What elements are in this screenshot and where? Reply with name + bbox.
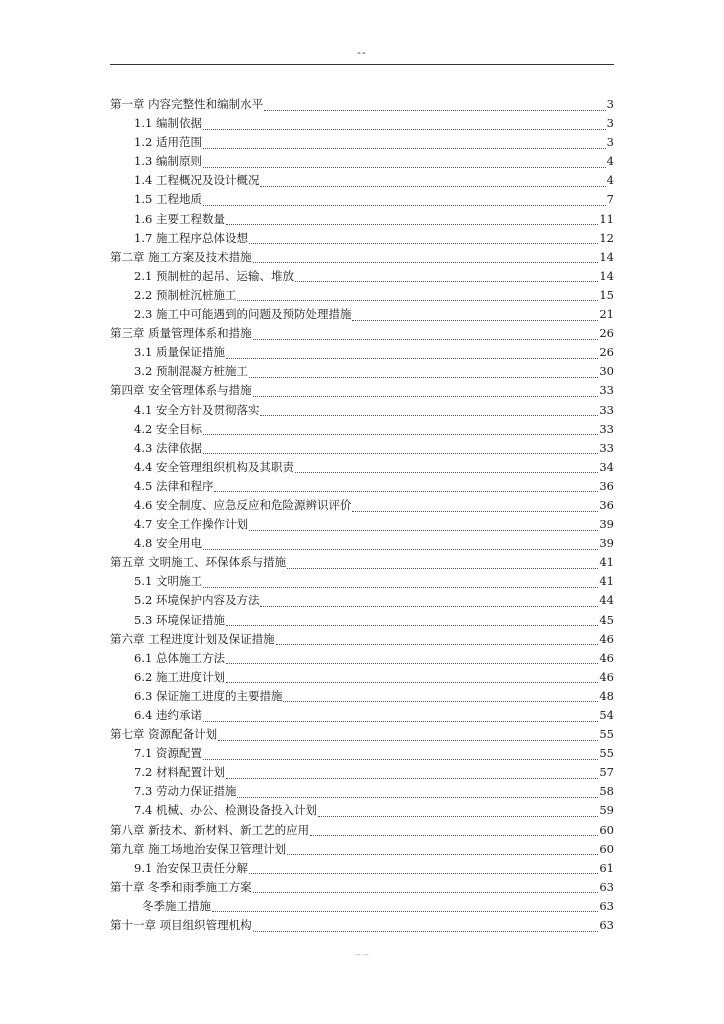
toc-entry-page: 46 bbox=[599, 669, 614, 684]
toc-dot-leader bbox=[214, 490, 598, 492]
toc-section-entry[interactable] bbox=[110, 152, 614, 171]
toc-dot-leader bbox=[352, 510, 598, 512]
toc-dot-leader bbox=[203, 128, 606, 130]
toc-entry-page: 41 bbox=[599, 574, 614, 589]
toc-dot-leader bbox=[253, 261, 599, 263]
toc-dot-leader bbox=[287, 567, 598, 569]
toc-dot-leader bbox=[295, 471, 598, 473]
toc-dot-leader bbox=[226, 624, 598, 626]
toc-entry-title: 5.3 环境保证措施 bbox=[134, 612, 225, 627]
toc-dot-leader bbox=[249, 376, 598, 378]
toc-dot-leader bbox=[203, 147, 606, 149]
toc-entry-title: 1.5 工程地质 bbox=[134, 192, 202, 207]
toc-entry-page: 26 bbox=[599, 345, 614, 360]
toc-dot-leader bbox=[203, 204, 606, 206]
toc-entry-page: 48 bbox=[599, 688, 614, 703]
toc-entry-title: 2.2 预制桩沉桩施工 bbox=[134, 287, 237, 302]
toc-section-entry[interactable] bbox=[110, 591, 614, 610]
toc-entry-title: 4.2 安全目标 bbox=[134, 421, 202, 436]
toc-entry-title: 4.8 安全用电 bbox=[134, 536, 202, 551]
toc-dot-leader bbox=[249, 242, 598, 244]
toc-entry-page: 33 bbox=[599, 440, 614, 455]
toc-dot-leader bbox=[295, 280, 598, 282]
toc-section-entry[interactable] bbox=[110, 286, 614, 305]
toc-section-entry[interactable] bbox=[110, 744, 614, 763]
toc-entry-title: 6.2 施工进度计划 bbox=[134, 669, 225, 684]
toc-section-entry[interactable] bbox=[110, 859, 614, 878]
toc-entry-title: 第五章 文明施工、环保体系与措施 bbox=[110, 555, 287, 570]
toc-entry-title: 第六章 工程进度计划及保证措施 bbox=[110, 631, 275, 646]
toc-section-entry[interactable] bbox=[110, 305, 614, 324]
toc-chapter-entry[interactable] bbox=[110, 821, 614, 840]
toc-entry-page: 60 bbox=[599, 822, 614, 837]
toc-entry-title: 6.3 保证施工进度的主要措施 bbox=[134, 688, 283, 703]
toc-entry-page: 58 bbox=[599, 784, 614, 799]
toc-entry-page: 46 bbox=[599, 631, 614, 646]
toc-dot-leader bbox=[264, 109, 606, 111]
toc-section-entry[interactable] bbox=[110, 210, 614, 229]
toc-entry-title: 4.4 安全管理组织机构及其职责 bbox=[134, 459, 294, 474]
toc-section-entry[interactable] bbox=[110, 706, 614, 725]
toc-entry-page: 63 bbox=[599, 918, 614, 933]
toc-dot-leader bbox=[253, 930, 599, 932]
toc-entry-title: 第十一章 项目组织管理机构 bbox=[110, 918, 252, 933]
toc-entry-title: 1.6 主要工程数量 bbox=[134, 211, 225, 226]
toc-entry-page: 33 bbox=[599, 383, 614, 398]
toc-section-entry[interactable] bbox=[110, 534, 614, 553]
toc-dot-leader bbox=[253, 891, 599, 893]
toc-section-entry[interactable] bbox=[110, 439, 614, 458]
toc-entry-title: 7.4 机械、办公、检测设备投入计划 bbox=[134, 803, 317, 818]
toc-chapter-entry[interactable] bbox=[110, 553, 614, 572]
toc-entry-title: 4.3 法律依据 bbox=[134, 440, 202, 455]
toc-entry-page: 3 bbox=[606, 116, 614, 131]
toc-entry-title: 6.4 违约承诺 bbox=[134, 708, 202, 722]
toc-entry-page: 7 bbox=[606, 192, 614, 207]
toc-section-entry[interactable] bbox=[110, 496, 614, 515]
toc-entry-page: 36 bbox=[599, 478, 614, 493]
toc-entry-title: 第二章 施工方案及技术措施 bbox=[110, 249, 252, 264]
toc-section-entry[interactable] bbox=[110, 572, 614, 591]
toc-entry-title: 1.4 工程概况及设计概况 bbox=[134, 173, 260, 188]
toc-entry-page: 44 bbox=[599, 593, 614, 608]
toc-dot-leader bbox=[237, 299, 598, 301]
toc-chapter-entry[interactable] bbox=[110, 878, 614, 897]
toc-dot-leader bbox=[226, 662, 598, 664]
header-rule bbox=[110, 64, 614, 65]
toc-entry-page: 60 bbox=[599, 841, 614, 856]
toc-dot-leader bbox=[276, 643, 599, 645]
toc-dot-leader bbox=[287, 853, 598, 855]
toc-entry-page: 12 bbox=[599, 230, 614, 245]
toc-dot-leader bbox=[203, 586, 598, 588]
toc-entry-title: 第一章 内容完整性和编制水平 bbox=[110, 97, 264, 111]
toc-entry-title: 7.2 材料配置计划 bbox=[134, 765, 225, 780]
toc-entry-page: 33 bbox=[599, 421, 614, 436]
toc-entry-title: 第七章 资源配备计划 bbox=[110, 727, 218, 742]
toc-section-entry[interactable] bbox=[110, 782, 614, 801]
toc-dot-leader bbox=[283, 700, 598, 702]
toc-entry-title: 1.2 适用范围 bbox=[134, 135, 202, 150]
toc-dot-leader bbox=[203, 548, 598, 550]
toc-entry-page: 26 bbox=[599, 326, 614, 341]
toc-chapter-entry[interactable] bbox=[110, 916, 614, 935]
toc-entry-title: 第十章 冬季和雨季施工方案 bbox=[110, 879, 252, 894]
toc-section-entry[interactable] bbox=[110, 458, 614, 477]
toc-section-entry[interactable] bbox=[110, 420, 614, 439]
toc-entry-title: 9.1 治安保卫责任分解 bbox=[134, 860, 248, 875]
toc-chapter-entry[interactable] bbox=[110, 95, 614, 114]
toc-entry-page: 14 bbox=[599, 268, 614, 283]
toc-entry-page: 55 bbox=[599, 727, 614, 742]
toc-dot-leader bbox=[318, 815, 598, 817]
toc-entry-page: 45 bbox=[599, 612, 614, 627]
toc-entry-title: 第九章 施工场地治安保卫管理计划 bbox=[110, 841, 287, 856]
toc-dot-leader bbox=[226, 357, 598, 359]
toc-entry-title: 7.3 劳动力保证措施 bbox=[134, 784, 237, 799]
toc-section-entry[interactable] bbox=[110, 114, 614, 133]
toc-section-entry[interactable] bbox=[110, 267, 614, 286]
toc-section-entry[interactable] bbox=[110, 343, 614, 362]
toc-entry-title: 第四章 安全管理体系与措施 bbox=[110, 383, 252, 398]
toc-entry-title: 4.7 安全工作操作计划 bbox=[134, 517, 248, 532]
toc-dot-leader bbox=[226, 777, 598, 779]
toc-entry-page: 33 bbox=[599, 402, 614, 417]
table-of-contents bbox=[110, 95, 614, 935]
toc-entry-page: 61 bbox=[599, 860, 614, 875]
toc-entry-title: 1.7 施工程序总体设想 bbox=[134, 230, 248, 245]
toc-dot-leader bbox=[218, 739, 598, 741]
page-footer-mark: -- -- bbox=[355, 950, 369, 959]
toc-section-entry[interactable] bbox=[110, 687, 614, 706]
toc-entry-page: 34 bbox=[599, 459, 614, 474]
toc-section-entry[interactable] bbox=[110, 477, 614, 496]
toc-entry-title: 5.1 文明施工 bbox=[134, 574, 202, 589]
toc-entry-page: 39 bbox=[599, 517, 614, 532]
toc-chapter-entry[interactable] bbox=[110, 630, 614, 649]
toc-entry-page: 39 bbox=[599, 536, 614, 551]
toc-entry-title: 2.3 施工中可能遇到的问题及预防处理措施 bbox=[134, 307, 352, 322]
toc-chapter-entry[interactable] bbox=[110, 840, 614, 859]
toc-entry-title: 第三章 质量管理体系和措施 bbox=[110, 326, 252, 341]
toc-entry-page: 4 bbox=[606, 173, 614, 188]
toc-entry-title: 3.1 质量保证措施 bbox=[134, 345, 225, 360]
toc-dot-leader bbox=[237, 796, 598, 798]
toc-entry-page: 3 bbox=[606, 135, 614, 150]
toc-dot-leader bbox=[253, 338, 599, 340]
toc-chapter-entry[interactable] bbox=[110, 324, 614, 343]
toc-section-entry[interactable] bbox=[110, 611, 614, 630]
toc-entry-title: 1.3 编制原则 bbox=[134, 154, 202, 169]
toc-section-entry[interactable] bbox=[110, 897, 614, 916]
toc-entry-page: 59 bbox=[599, 803, 614, 818]
toc-chapter-entry[interactable] bbox=[110, 248, 614, 267]
toc-dot-leader bbox=[260, 185, 605, 187]
page-header-mark: -- bbox=[357, 46, 367, 59]
toc-dot-leader bbox=[352, 319, 598, 321]
toc-entry-page: 15 bbox=[599, 287, 614, 302]
toc-dot-leader bbox=[212, 910, 598, 912]
toc-dot-leader bbox=[203, 433, 598, 435]
toc-entry-page: 36 bbox=[599, 497, 614, 512]
toc-entry-page: 63 bbox=[599, 898, 614, 913]
toc-entry-title: 4.6 安全制度、应急反应和危险源辨识评价 bbox=[134, 497, 352, 512]
toc-section-entry[interactable] bbox=[110, 401, 614, 420]
toc-entry-page: 14 bbox=[599, 249, 614, 264]
toc-dot-leader bbox=[253, 395, 599, 397]
toc-section-entry[interactable] bbox=[110, 190, 614, 209]
toc-entry-title: 冬季施工措施 bbox=[142, 898, 211, 913]
toc-entry-title: 4.1 安全方针及贯彻落实 bbox=[134, 402, 260, 417]
toc-entry-page: 30 bbox=[599, 364, 614, 379]
toc-entry-title: 2.1 预制桩的起吊、运输、堆放 bbox=[134, 268, 294, 283]
toc-entry-title: 4.5 法律和程序 bbox=[134, 478, 214, 493]
toc-dot-leader bbox=[260, 414, 598, 416]
toc-dot-leader bbox=[260, 605, 598, 607]
toc-dot-leader bbox=[203, 720, 598, 722]
toc-dot-leader bbox=[249, 529, 598, 531]
toc-chapter-entry[interactable] bbox=[110, 381, 614, 400]
toc-entry-page: 55 bbox=[599, 746, 614, 761]
toc-section-entry[interactable] bbox=[110, 171, 614, 190]
toc-entry-page: 46 bbox=[599, 650, 614, 665]
toc-dot-leader bbox=[203, 166, 606, 168]
toc-entry-title: 3.2 预制混凝方桩施工 bbox=[134, 364, 248, 379]
toc-entry-page: 41 bbox=[599, 555, 614, 570]
toc-entry-title: 7.1 资源配置 bbox=[134, 746, 202, 761]
toc-section-entry[interactable] bbox=[110, 668, 614, 687]
toc-entry-title: 5.2 环境保护内容及方法 bbox=[134, 593, 260, 608]
toc-entry-page: 57 bbox=[599, 765, 614, 780]
toc-section-entry[interactable] bbox=[110, 362, 614, 381]
toc-dot-leader bbox=[249, 872, 598, 874]
toc-section-entry[interactable] bbox=[110, 649, 614, 668]
toc-entry-page: 3 bbox=[606, 97, 614, 111]
toc-section-entry[interactable] bbox=[110, 133, 614, 152]
toc-entry-page: 4 bbox=[606, 154, 614, 169]
toc-dot-leader bbox=[310, 834, 598, 836]
toc-section-entry[interactable] bbox=[110, 515, 614, 534]
toc-entry-page: 63 bbox=[599, 879, 614, 894]
toc-entry-title: 1.1 编制依据 bbox=[134, 116, 202, 131]
toc-chapter-entry[interactable] bbox=[110, 725, 614, 744]
toc-dot-leader bbox=[226, 681, 598, 683]
toc-section-entry[interactable] bbox=[110, 801, 614, 820]
toc-dot-leader bbox=[203, 452, 598, 454]
toc-entry-title: 第八章 新技术、新材料、新工艺的应用 bbox=[110, 822, 310, 837]
toc-entry-page: 11 bbox=[599, 211, 614, 226]
toc-dot-leader bbox=[226, 223, 598, 225]
toc-entry-title: 6.1 总体施工方法 bbox=[134, 650, 225, 665]
toc-section-entry[interactable] bbox=[110, 229, 614, 248]
toc-section-entry[interactable] bbox=[110, 763, 614, 782]
toc-entry-page: 21 bbox=[599, 307, 614, 322]
toc-entry-page: 54 bbox=[599, 708, 614, 722]
toc-dot-leader bbox=[203, 758, 598, 760]
